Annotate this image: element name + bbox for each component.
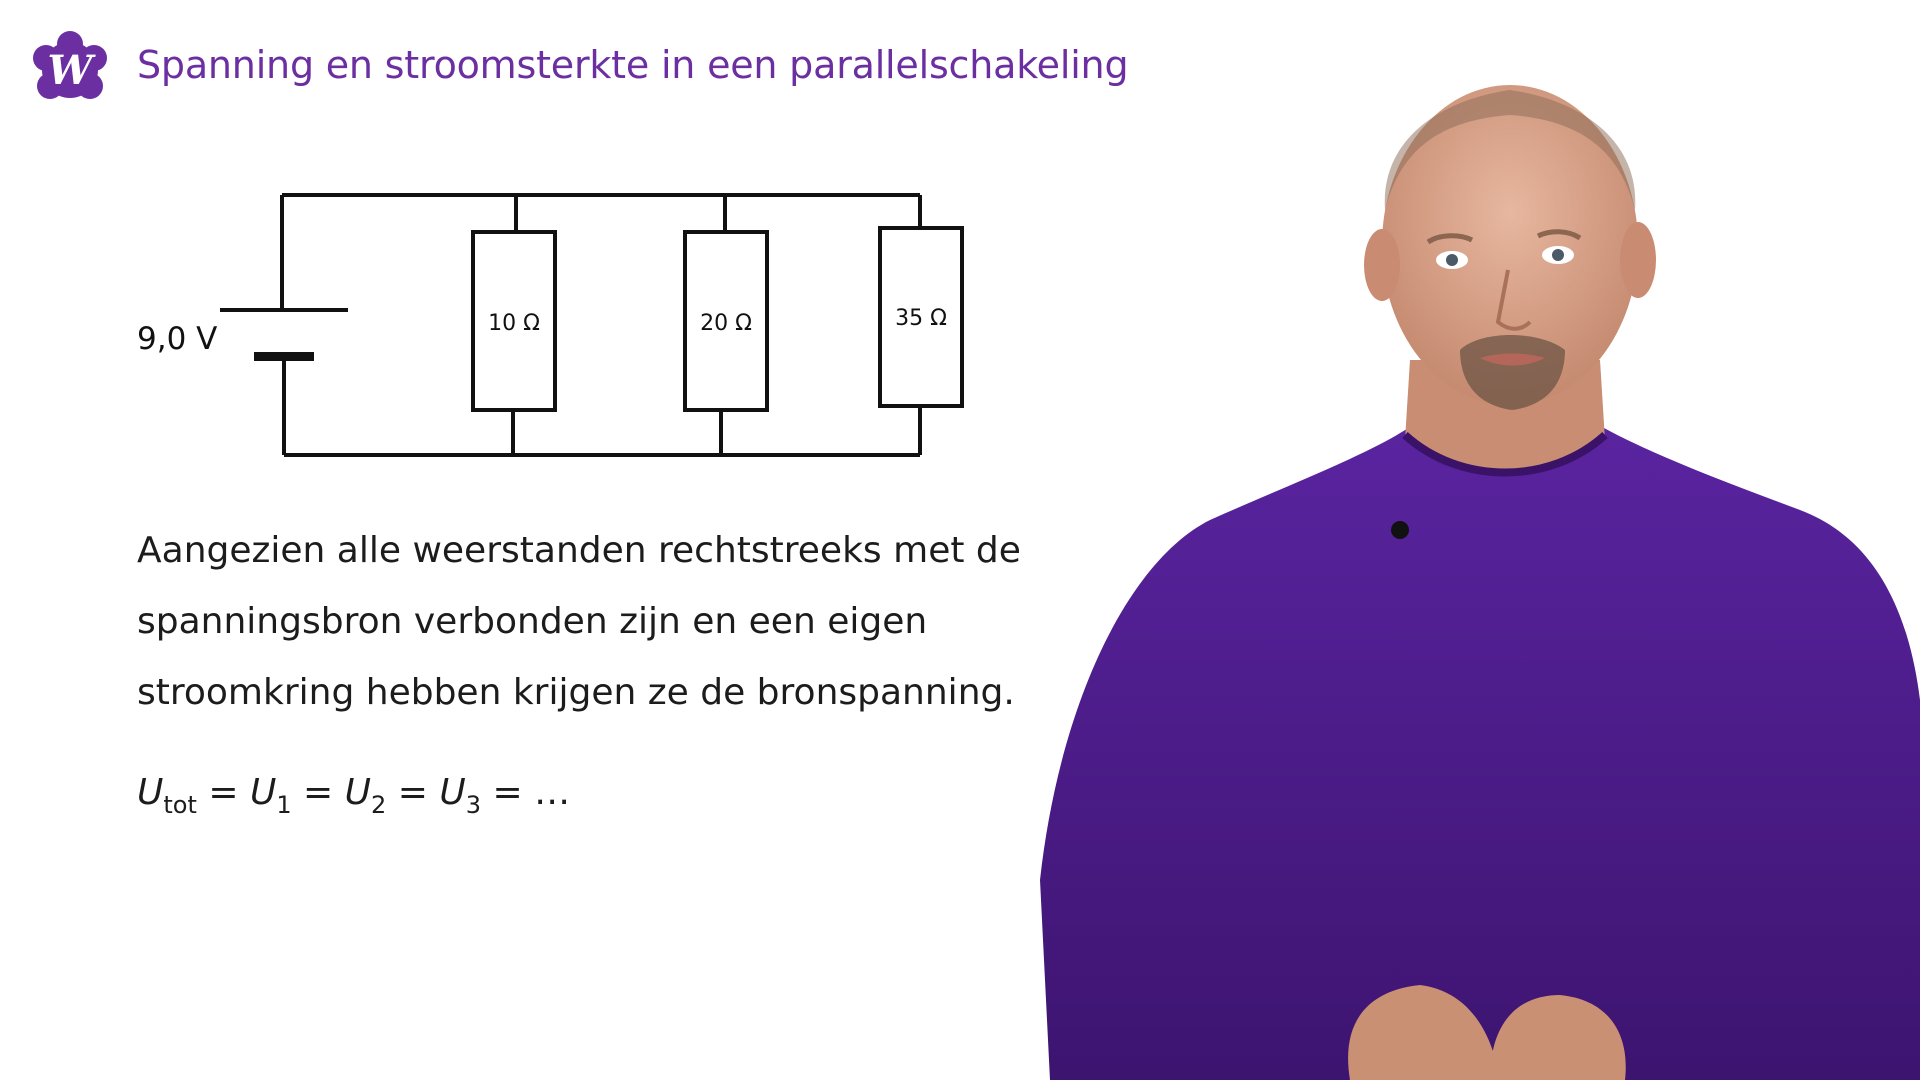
explanation-line-3: stroomkring hebben krijgen ze de bronspanning. <box>137 672 1015 713</box>
formula-sub-tot: tot <box>163 791 197 819</box>
formula-u-2: U <box>344 772 372 813</box>
resistor-2-label: 20 Ω <box>700 311 752 336</box>
formula-equals-3: = <box>397 772 428 813</box>
formula-sub-1: 1 <box>276 791 292 819</box>
formula-u-1: U <box>249 772 277 813</box>
formula-equals-4: = <box>492 772 523 813</box>
formula-equals-2: = <box>303 772 334 813</box>
presenter-ear-right <box>1620 222 1656 298</box>
circuit-diagram <box>120 175 1000 475</box>
formula-sub-2: 2 <box>371 791 387 819</box>
presenter-shirt <box>1040 420 1920 1080</box>
lapel-mic-icon <box>1391 521 1409 539</box>
resistor-1-label: 10 Ω <box>488 311 540 336</box>
presenter-ear-left <box>1364 229 1400 301</box>
explanation-line-1: Aangezien alle weerstanden rechtstreeks met de <box>137 530 1021 571</box>
resistor-3-label: 35 Ω <box>895 306 947 331</box>
formula-sub-3: 3 <box>465 791 482 819</box>
formula-ellipsis: … <box>534 772 571 813</box>
presenter-pupil-right <box>1552 249 1564 261</box>
page-title: Spanning en stroomsterkte in een parallelschakeling <box>137 43 1129 87</box>
presenter-pupil-left <box>1446 254 1458 266</box>
source-voltage-label: 9,0 V <box>137 321 218 357</box>
formula-u-tot: U <box>137 772 164 813</box>
voltage-formula <box>137 772 571 819</box>
formula-u-3: U <box>439 772 466 813</box>
battery-short-plate <box>254 352 314 361</box>
logo-letter: W <box>47 47 93 94</box>
explanation-text <box>137 515 1037 728</box>
brand-logo <box>30 30 110 110</box>
presenter-video <box>1020 60 1920 1080</box>
explanation-line-2: spanningsbron verbonden zijn en een eigen <box>137 601 928 642</box>
formula-equals-1: = <box>208 772 239 813</box>
